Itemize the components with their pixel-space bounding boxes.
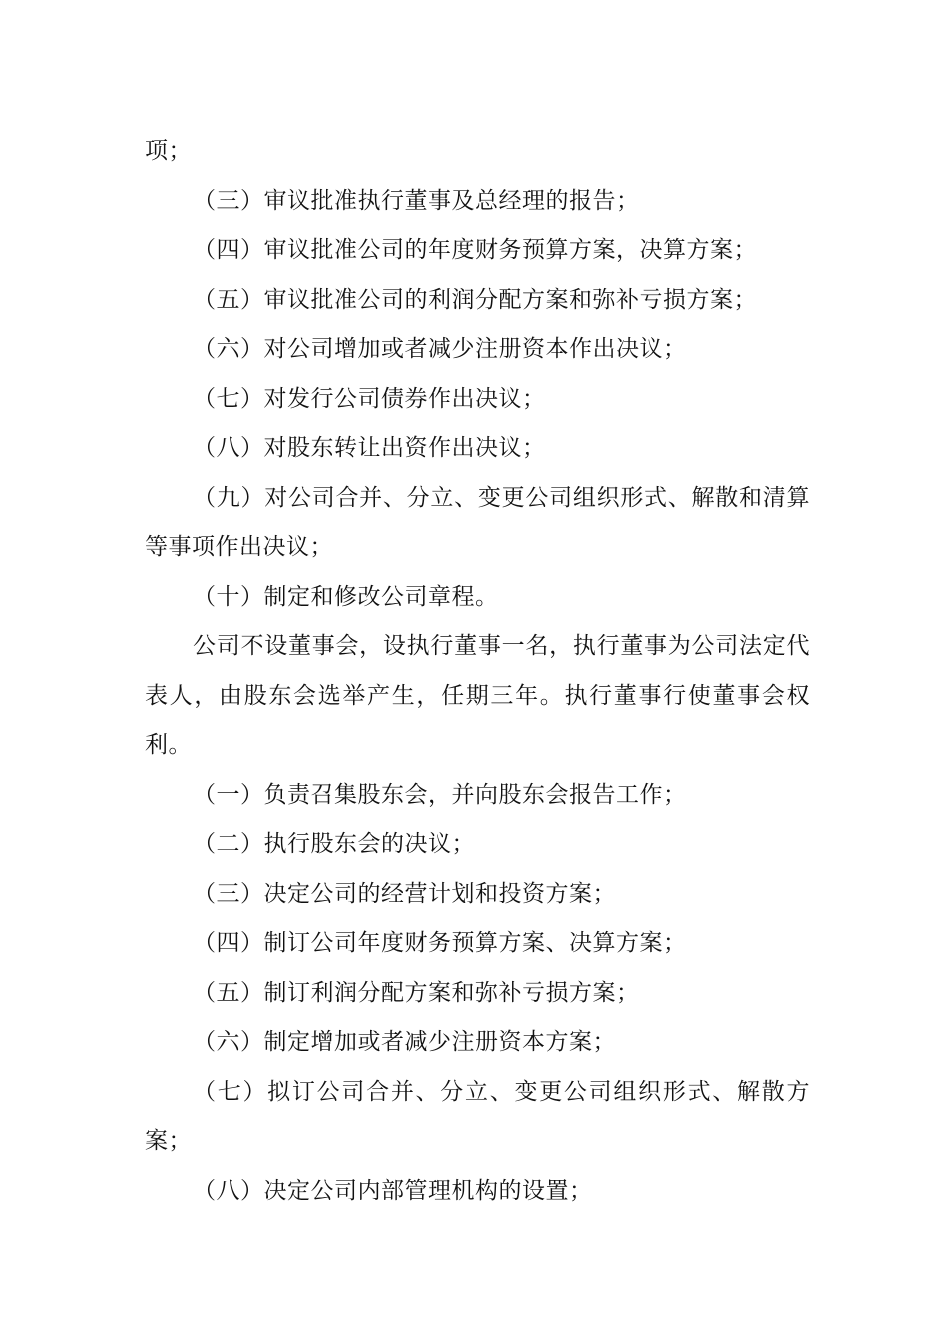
paragraph-duty-5: （五）制订利润分配方案和弥补亏损方案；: [193, 979, 640, 1006]
paragraph-item-5: （五）审议批准公司的利润分配方案和弥补亏损方案；: [193, 286, 757, 313]
paragraph-duty-3: （三）决定公司的经营计划和投资方案；: [193, 880, 616, 907]
body-text: [145, 127, 810, 1216]
paragraph-item-4: （四）审议批准公司的年度财务预算方案，决算方案；: [193, 237, 757, 263]
paragraph-continuation: 项；: [145, 138, 192, 164]
paragraph-item-8: （八）对股东转让出资作出决议；: [193, 435, 546, 461]
paragraph-duty-8: （八）决定公司内部管理机构的设置；: [193, 1177, 593, 1204]
paragraph-duty-2: （二）执行股东会的决议；: [193, 831, 475, 857]
paragraph-item-9: （九）对公司合并、分立、变更公司组织形式、解散和清算等事项作出决议；: [145, 484, 810, 560]
paragraph-duty-6: （六）制定增加或者减少注册资本方案；: [193, 1029, 616, 1055]
paragraph-duty-7: （七）拟订公司合并、分立、变更公司组织形式、解散方案；: [145, 1078, 810, 1154]
paragraph-item-3: （三）审议批准执行董事及总经理的报告；: [193, 187, 640, 214]
paragraph-item-7: （七）对发行公司债券作出决议；: [193, 385, 546, 412]
paragraph-item-10: （十）制定和修改公司章程。: [193, 583, 499, 610]
paragraph-duty-4: （四）制订公司年度财务预算方案、决算方案；: [193, 930, 687, 956]
paragraph-executive-director: 公司不设董事会，设执行董事一名，执行董事为公司法定代表人，由股东会选举产生，任期三年。执行董事行使董事会权利。: [145, 633, 810, 758]
paragraph-item-6: （六）对公司增加或者减少注册资本作出决议；: [193, 336, 687, 362]
paragraph-duty-1: （一）负责召集股东会，并向股东会报告工作；: [193, 781, 687, 808]
